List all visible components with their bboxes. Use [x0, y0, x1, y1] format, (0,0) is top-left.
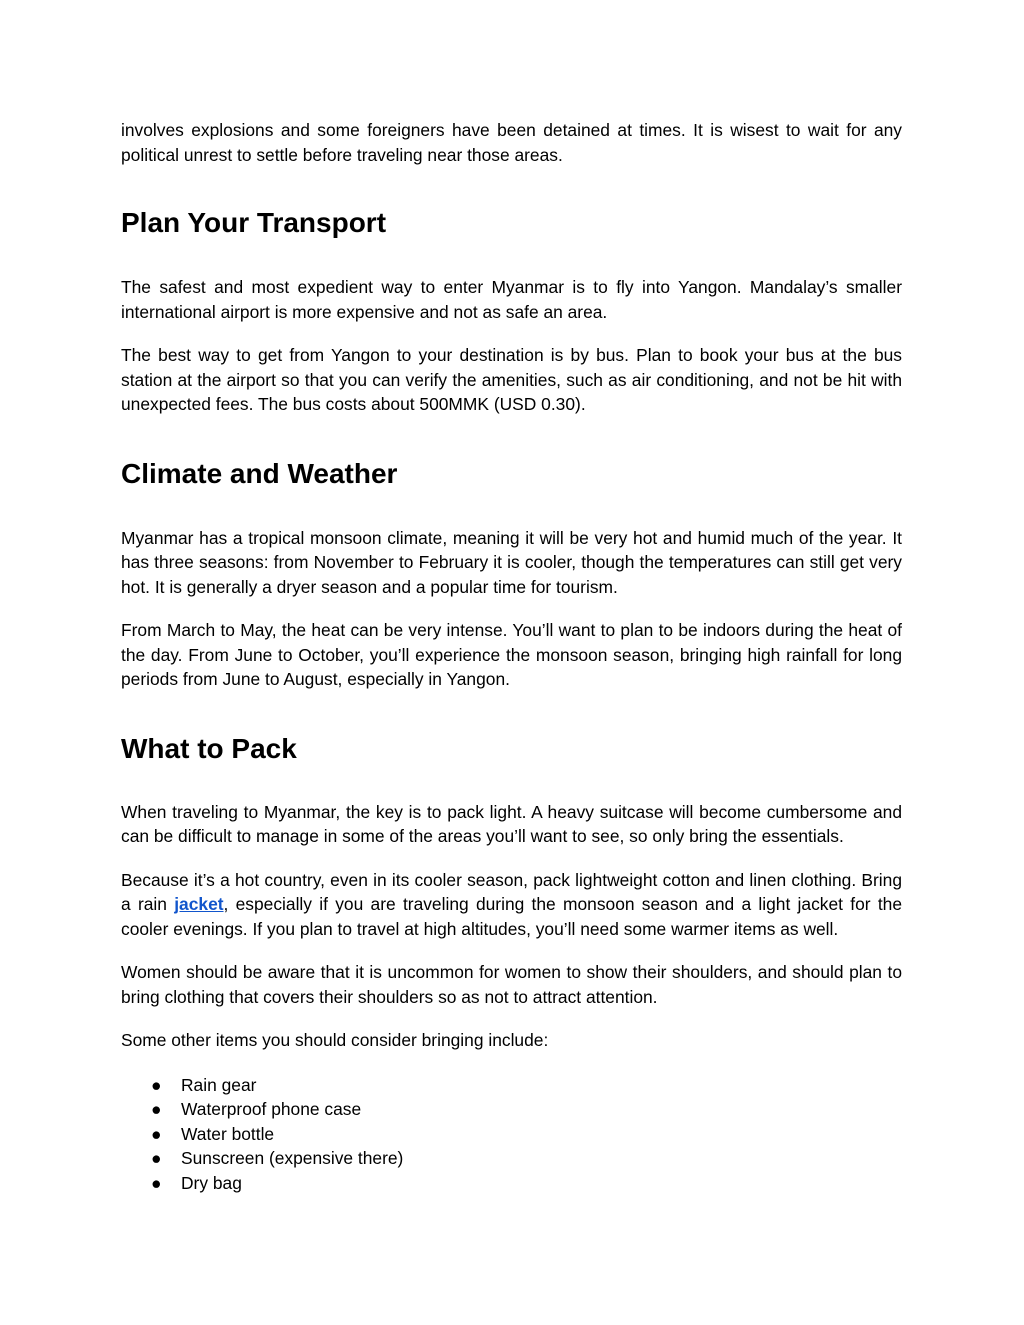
list-item [121, 1146, 902, 1171]
bullet-icon: ● [151, 1148, 162, 1168]
list-item-text: Waterproof phone case [181, 1099, 362, 1119]
climate-paragraph-1: Myanmar has a tropical monsoon climate, meaning it will be very hot and humid much of the year. It has three seasons: from November to February it is cooler, though the temperatures can still get very hot. It is generally a dryer season and a popular time for tourism. [121, 527, 902, 597]
pack-paragraph-3: Women should be aware that it is uncommon for women to show their shoulders, and should plan to bring clothing that covers their shoulders so as not to attract attention. [121, 962, 902, 1007]
list-item-text: Sunscreen (expensive there) [181, 1148, 404, 1168]
pack-paragraph-2 [121, 868, 902, 942]
intro-paragraph: involves explosions and some foreigners have been detained at times. It is wisest to wait for any political unrest to settle before traveling near those areas. [121, 120, 902, 165]
climate-paragraph-2: From March to May, the heat can be very intense. You’ll want to plan to be indoors during the heat of the day. From June to October, you’ll experience the monsoon season, bringing high rainfall for long periods from June to August, especially in Yangon. [121, 620, 902, 689]
pack-paragraph-2-end: , especially if you are traveling during the monsoon season and a light jacket for the cooler evenings. If you plan to travel at high altitudes, you’ll need some warmer items as well. [121, 894, 902, 939]
bullet-icon: ● [151, 1074, 162, 1095]
bullet-icon: ● [151, 1172, 162, 1193]
jacket-link[interactable]: jacket [174, 894, 224, 914]
heading-what-to-pack: What to Pack [121, 732, 297, 764]
pack-paragraph-1: When traveling to Myanmar, the key is to pack light. A heavy suitcase will become cumbersome and can be difficult to manage in some of the areas you’ll want to see, so only bring the essentials. [121, 801, 902, 846]
list-item-text: Dry bag [181, 1172, 242, 1193]
list-item [121, 1122, 902, 1147]
bullet-icon: ● [151, 1099, 162, 1119]
transport-paragraph-2: The best way to get from Yangon to your destination is by bus. Plan to book your bus at the bus station at the airport so that you can verify the amenities, such as air conditioning, and not be hit with unexpected fees. The bus costs about 500MMK (USD 0.30). [121, 345, 902, 414]
list-intro: Some other items you should consider bringing include: [121, 1030, 549, 1050]
bullet-icon: ● [151, 1123, 162, 1144]
list-item [121, 1073, 902, 1098]
list-item-text: Water bottle [181, 1123, 275, 1144]
document-page [121, 118, 902, 1195]
list-item-text: Rain gear [181, 1074, 257, 1095]
packing-list [121, 1073, 902, 1196]
heading-plan-your-transport: Plan Your Transport [121, 207, 387, 238]
list-item [121, 1097, 902, 1122]
pack-paragraph-2-start: Because it’s a hot country, even in its cooler season, pack lightweight cotton and linen clothing. Bring a rain [121, 869, 902, 914]
list-item [121, 1171, 902, 1196]
heading-climate-and-weather: Climate and Weather [121, 457, 398, 489]
transport-paragraph-1: The safest and most expedient way to enter Myanmar is to fly into Yangon. Mandalay’s smaller international airport is more expensive and not as safe an area. [121, 277, 902, 322]
